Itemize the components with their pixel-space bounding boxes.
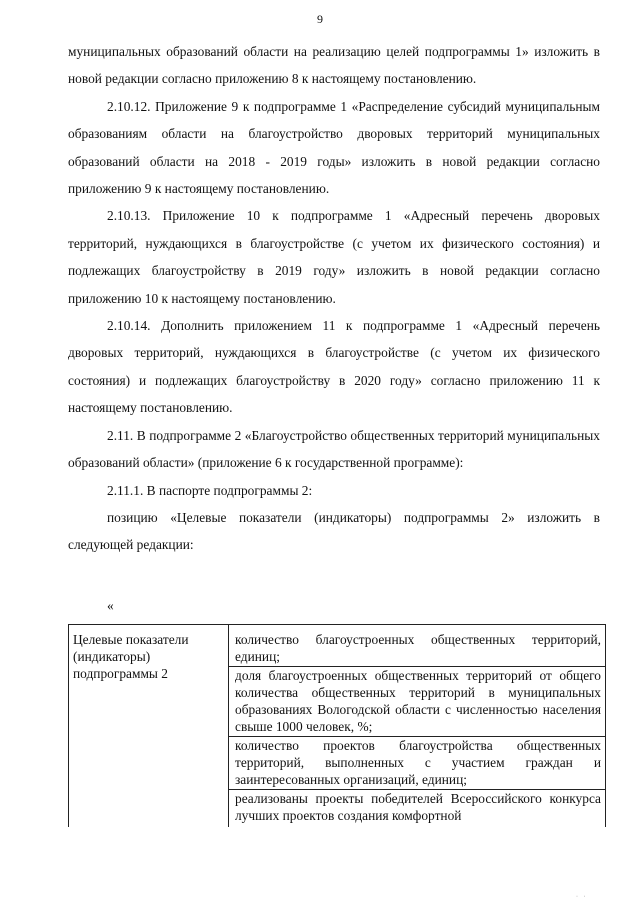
table-value-cell xyxy=(229,625,605,827)
indicator-item: количество благоустроенных общественных территорий, единиц; xyxy=(235,632,601,664)
document-body xyxy=(68,38,600,559)
paragraph-1: муниципальных образований области на реализацию целей подпрограммы 1» изложить в новой редакции согласно приложению 8 к настоящему постановлению. xyxy=(68,44,600,87)
scan-mark: · · xyxy=(576,894,588,900)
opening-quote-mark: « xyxy=(107,598,114,613)
indicator-item: количество проектов благоустройства общественных территорий, выполненных с участием граждан и заинтересованных организаций, единиц; xyxy=(235,738,601,787)
paragraph-2-11-1: 2.11.1. В паспорте подпрограммы 2: xyxy=(107,482,313,498)
paragraph-2-10-12: 2.10.12. Приложение 9 к подпрограмме 1 «Распределение субсидий муниципальным образованиям области на благоустройство дворовых территорий муниципальных образований области на 2018 - 2019 годы» изложить в новой редакции согласно приложению 9 к настоящему постановлению. xyxy=(68,98,600,197)
indicators-table xyxy=(68,624,606,827)
paragraph-position: позицию «Целевые показатели (индикаторы) подпрограммы 2» изложить в следующей редакции: xyxy=(68,509,600,553)
paragraph-2-11: 2.11. В подпрограмме 2 «Благоустройство общественных территорий муниципальных образований области» (приложение 6 к государственной программе): xyxy=(68,427,600,471)
page-number: 9 xyxy=(317,12,323,26)
paragraph-2-10-13: 2.10.13. Приложение 10 к подпрограмме 1 «Адресный перечень дворовых территорий, нуждающихся в благоустройстве (с учетом их физического состояния) и подлежащих благоустройству в 2019 году» изложить в новой редакции согласно приложению 10 к настоящему постановлению. xyxy=(68,208,600,306)
indicator-item: реализованы проекты победителей Всероссийского конкурса лучших проектов создания комфортной xyxy=(235,791,601,823)
paragraph-2-10-14: 2.10.14. Дополнить приложением 11 к подпрограмме 1 «Адресный перечень дворовых территорий, нуждающихся в благоустройстве (с учетом их физического состояния) и подлежащих благоустройству в 2020 году» согласно приложению 11 к настоящему постановлению. xyxy=(68,318,600,416)
indicator-item: доля благоустроенных общественных территорий от общего количества общественных территорий в муниципальных образованиях Вологодской области с численностью населения свыше 1000 человек, %; xyxy=(235,668,601,734)
table-label-cell: Целевые показатели (индикаторы) подпрограммы 2 xyxy=(69,625,229,827)
